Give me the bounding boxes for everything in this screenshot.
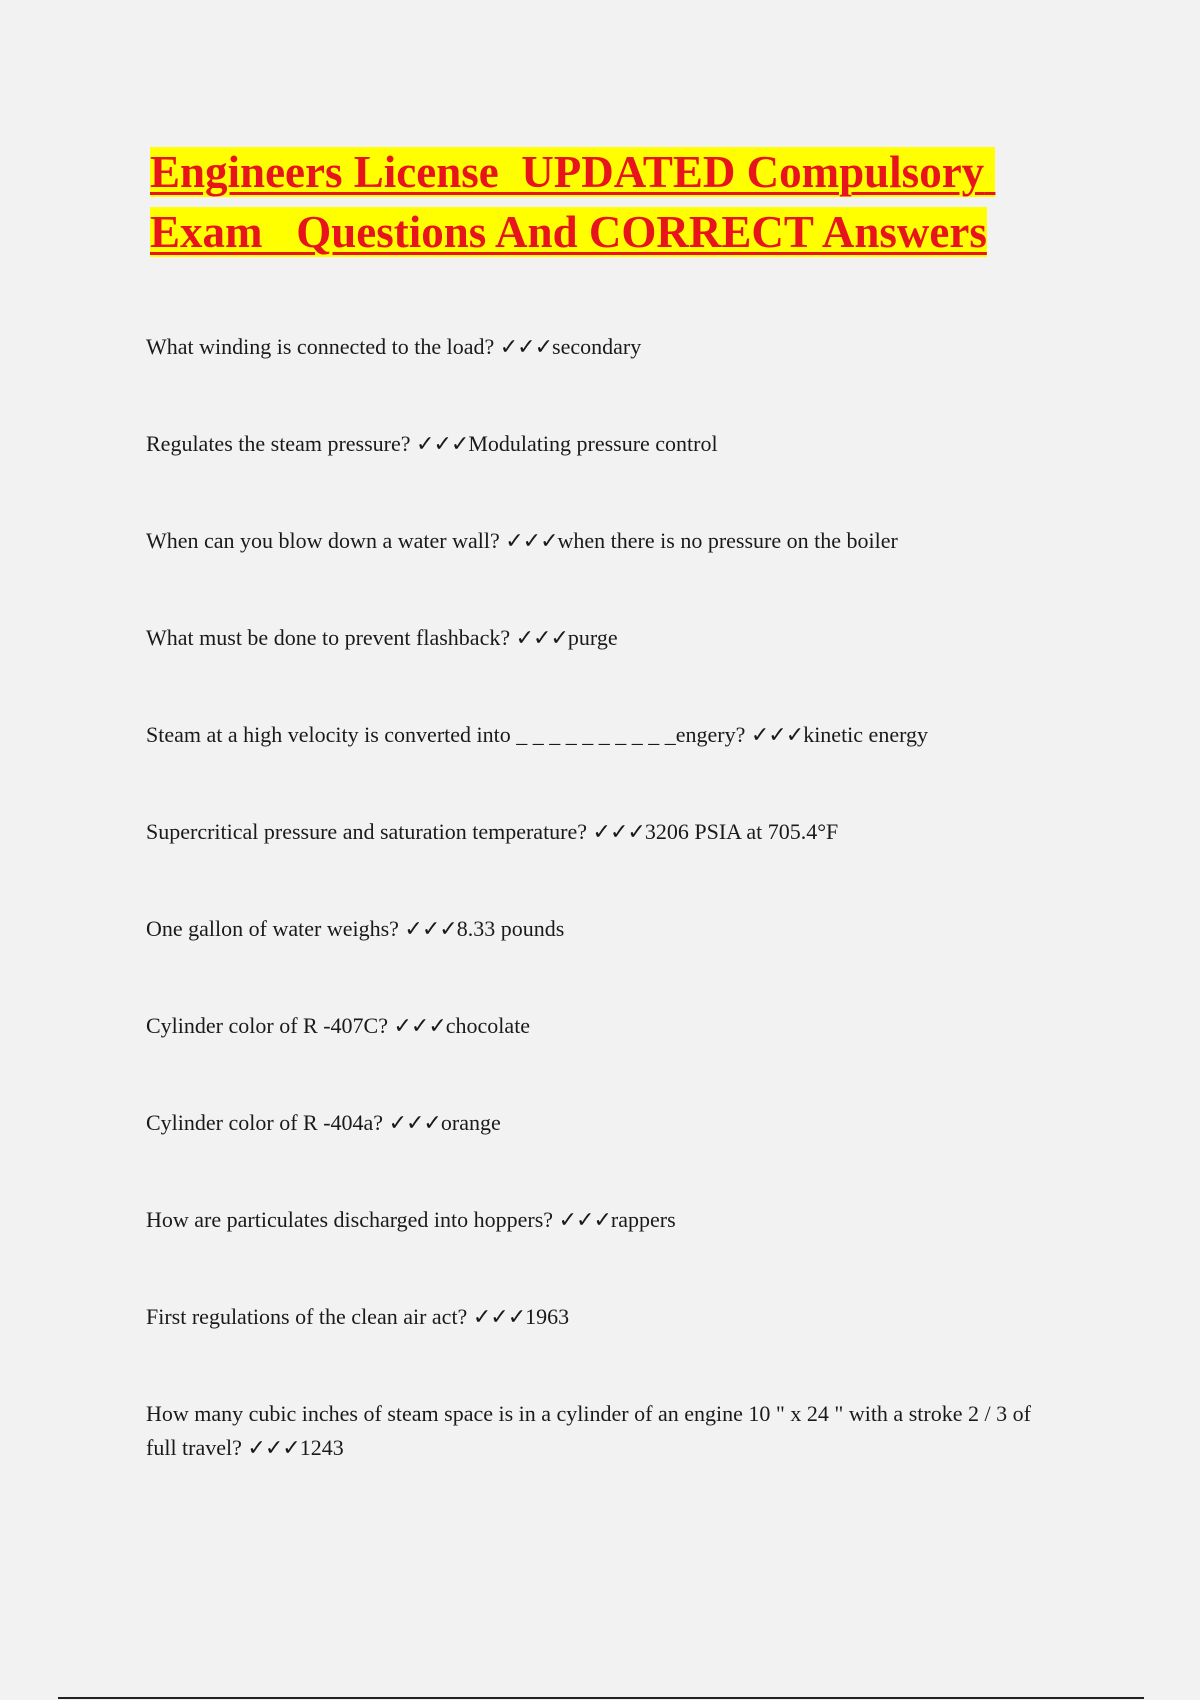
question-text: How many cubic inches of steam space is in a cylinder of an engine 10 " x 24 " with a stroke 2 / 3 of full travel?	[146, 1401, 1031, 1460]
checkmark-icon: ✓✓✓	[515, 625, 568, 650]
question-text: Regulates the steam pressure?	[146, 431, 411, 456]
answer-text: 1243	[299, 1435, 344, 1460]
answer-text: kinetic energy	[803, 722, 929, 747]
checkmark-icon: ✓✓✓	[416, 431, 469, 456]
qa-list	[146, 330, 1066, 1528]
qa-item	[146, 1203, 1066, 1237]
answer-text: 1963	[525, 1304, 570, 1329]
qa-item	[146, 1106, 1066, 1140]
answer-text: Modulating pressure control	[468, 431, 718, 456]
answer-text: rappers	[610, 1207, 676, 1232]
answer-text: orange	[440, 1110, 501, 1135]
question-text: Cylinder color of R -407C?	[146, 1013, 388, 1038]
question-text: How are particulates discharged into hoppers?	[146, 1207, 554, 1232]
question-text: Supercritical pressure and saturation temperature?	[146, 819, 588, 844]
checkmark-icon: ✓✓✓	[247, 1435, 300, 1460]
qa-item	[146, 524, 1066, 558]
qa-item	[146, 718, 1066, 752]
checkmark-icon: ✓✓✓	[592, 819, 645, 844]
checkmark-icon: ✓✓✓	[472, 1304, 526, 1329]
qa-item	[146, 330, 1066, 364]
qa-item	[146, 1300, 1066, 1334]
answer-text: chocolate	[445, 1013, 531, 1038]
question-text: When can you blow down a water wall?	[146, 528, 500, 553]
answer-text: 3206 PSIA at 705.4°F	[644, 819, 839, 844]
qa-item	[146, 1397, 1066, 1465]
footer-rule	[58, 1697, 1144, 1699]
question-text: One gallon of water weighs?	[146, 916, 399, 941]
question-text: First regulations of the clean air act?	[146, 1304, 468, 1329]
document-title	[150, 142, 1050, 262]
answer-text: 8.33 pounds	[456, 916, 565, 941]
checkmark-icon: ✓✓✓	[558, 1207, 611, 1232]
answer-text: purge	[567, 625, 618, 650]
qa-item	[146, 1009, 1066, 1043]
checkmark-icon: ✓✓✓	[505, 528, 558, 553]
document-title-text: Engineers License UPDATED Compulsory Exam Questions And CORRECT Answers	[150, 147, 996, 257]
qa-item	[146, 427, 1066, 461]
checkmark-icon: ✓✓✓	[750, 722, 804, 747]
question-text: What winding is connected to the load?	[146, 334, 495, 359]
answer-text: secondary	[552, 334, 642, 359]
qa-item	[146, 912, 1066, 946]
question-text: Steam at a high velocity is converted into _ _ _ _ _ _ _ _ _ _engery?	[146, 722, 746, 747]
question-text: Cylinder color of R -404a?	[146, 1110, 384, 1135]
qa-item	[146, 621, 1066, 655]
question-text: What must be done to prevent flashback?	[146, 625, 511, 650]
checkmark-icon: ✓✓✓	[499, 334, 553, 359]
qa-item	[146, 815, 1066, 849]
checkmark-icon: ✓✓✓	[393, 1013, 446, 1038]
checkmark-icon: ✓✓✓	[404, 916, 457, 941]
checkmark-icon: ✓✓✓	[388, 1110, 441, 1135]
answer-text: when there is no pressure on the boiler	[557, 528, 898, 553]
